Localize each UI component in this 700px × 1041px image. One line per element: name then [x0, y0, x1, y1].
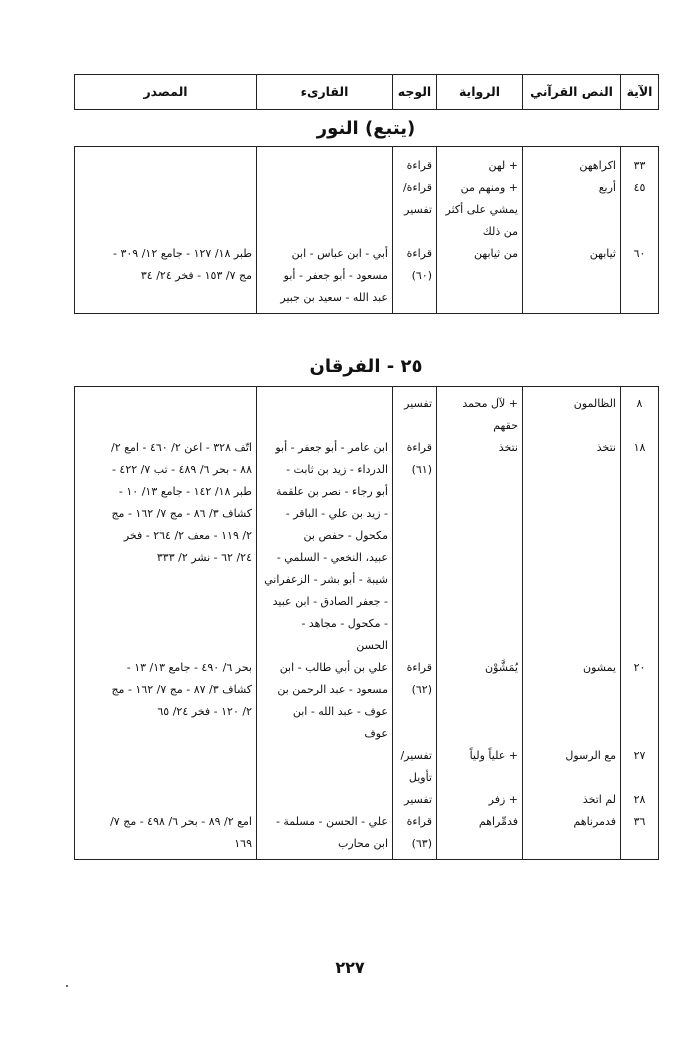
- qari-line: مسعود - أبو جعفر - أبو: [283, 269, 388, 282]
- cell-qari: [257, 789, 393, 811]
- page-number: ٢٢٧: [335, 958, 365, 977]
- cell-wajh: [393, 657, 437, 745]
- table-furqan: [74, 386, 659, 860]
- qari-line: عوف: [364, 727, 388, 740]
- cell-spacer: [257, 309, 393, 313]
- qari-line: أبو رجاء - نصر بن علقمة: [275, 485, 388, 498]
- cell-nass: [523, 437, 621, 657]
- cell-spacer: [523, 855, 621, 859]
- table-row: [75, 811, 659, 855]
- cell-masdar: [75, 147, 257, 178]
- table-row-spacer: [75, 855, 659, 859]
- wajh-line: (٦٣): [411, 837, 432, 850]
- cell-aya: [621, 147, 659, 178]
- stray-mark: [66, 985, 68, 987]
- masdar-line: ٢/ ١٢٠ - فخر ٢٤/ ٦٥: [157, 705, 252, 718]
- cell-wajh: [393, 177, 437, 243]
- cell-riwaya: [437, 657, 523, 745]
- nass-line: أربع: [598, 181, 616, 194]
- table-row: [75, 243, 659, 309]
- masdar-line: ٢٤/ ٦٢ - نشر ٢/ ٣٣٣: [156, 551, 252, 564]
- cell-riwaya: [437, 789, 523, 811]
- masdar-line: بحر ٦/ ٤٩٠ - جامع ١٣/ ١٣ -: [126, 661, 252, 674]
- cell-nass: [523, 147, 621, 178]
- cell-aya: [621, 387, 659, 438]
- qari-line: عبد الله - سعيد بن جبير: [280, 291, 388, 304]
- header-qari: القارىء: [257, 75, 393, 110]
- cell-wajh: [393, 243, 437, 309]
- section-title-nur: (يتبع) النور: [316, 118, 416, 139]
- masdar-line: ٢/ ١١٩ - معف ٢/ ٢٦٤ - فخر: [123, 529, 252, 542]
- wajh-line: قراءة: [406, 159, 432, 172]
- aya-line: ٦٠: [633, 247, 646, 260]
- masdar-line: مج ٧/ ١٥٣ - فخر ٢٤/ ٣٤: [140, 269, 252, 282]
- table-row: [75, 387, 659, 438]
- cell-spacer: [437, 855, 523, 859]
- qari-line: علي بن أبي طالب - ابن: [279, 661, 388, 674]
- cell-spacer: [75, 309, 257, 313]
- section-title-furqan: ٢٥ - الفرقان: [309, 356, 423, 377]
- cell-riwaya: [437, 147, 523, 178]
- cell-riwaya: [437, 811, 523, 855]
- nass-line: نتخذ: [596, 441, 616, 454]
- cell-qari: [257, 437, 393, 657]
- cell-aya: [621, 745, 659, 789]
- cell-qari: [257, 147, 393, 178]
- wajh-line: قراءة: [406, 441, 432, 454]
- table-row: [75, 147, 659, 178]
- aya-line: ٨: [636, 397, 643, 410]
- cell-spacer: [393, 309, 437, 313]
- qari-line: ابن محارب: [338, 837, 388, 850]
- nass-line: ثيابهن: [589, 247, 616, 260]
- masdar-line: كشاف ٣/ ٨٦ - مج ٧/ ١٦٢ - مج: [111, 507, 252, 520]
- header-row: [74, 74, 659, 110]
- qari-line: شيبة - أبو بشر - الزعفراني: [264, 573, 388, 586]
- wajh-line: قراءة: [406, 661, 432, 674]
- qari-line: عبيد، النخعي - السلمي -: [276, 551, 388, 564]
- aya-line: ٢٨: [633, 793, 646, 806]
- cell-aya: [621, 177, 659, 243]
- qari-line: الحسن: [356, 639, 388, 652]
- cell-qari: [257, 177, 393, 243]
- qari-line: - مكحول - مجاهد -: [301, 617, 388, 630]
- nass-line: يمشون: [583, 661, 616, 674]
- cell-riwaya: [437, 387, 523, 438]
- wajh-line: قراءة: [406, 247, 432, 260]
- wajh-line: (٦٢): [411, 683, 432, 696]
- riwaya-line: + ومنهم من: [460, 181, 518, 194]
- wajh-line: تفسير: [404, 793, 432, 806]
- cell-aya: [621, 437, 659, 657]
- cell-nass: [523, 243, 621, 309]
- aya-line: ١٨: [633, 441, 646, 454]
- header-riwaya: الرواية: [437, 75, 523, 110]
- cell-masdar: [75, 657, 257, 745]
- cell-nass: [523, 177, 621, 243]
- riwaya-line: فدمِّراهم: [478, 815, 518, 828]
- table-furqan-body: [75, 387, 659, 860]
- cell-spacer: [393, 855, 437, 859]
- qari-line: أبي - ابن عباس - ابن: [291, 247, 388, 260]
- masdar-line: طبر ١٨/ ١٢٧ - جامع ١٢/ ٣٠٩ -: [113, 247, 252, 260]
- cell-masdar: [75, 789, 257, 811]
- wajh-line: تفسير: [404, 397, 432, 410]
- cell-riwaya: [437, 177, 523, 243]
- cell-riwaya: [437, 745, 523, 789]
- masdar-line: ٨٨ - بحر ٦/ ٤٨٩ - تب ٧/ ٤٢٢ -: [111, 463, 252, 476]
- table-row: [75, 657, 659, 745]
- qari-line: - زيد بن علي - الباقر -: [285, 507, 388, 520]
- cell-nass: [523, 811, 621, 855]
- riwaya-line: + لآل محمد: [462, 397, 518, 410]
- riwaya-line: + زفر: [488, 793, 518, 806]
- cell-spacer: [621, 309, 659, 313]
- cell-spacer: [621, 855, 659, 859]
- nass-line: اكراههن: [579, 159, 616, 172]
- header-wajh: الوجه: [393, 75, 437, 110]
- cell-nass: [523, 387, 621, 438]
- cell-nass: [523, 657, 621, 745]
- cell-masdar: [75, 437, 257, 657]
- header-masdar: المصدر: [143, 84, 188, 99]
- cell-wajh: [393, 811, 437, 855]
- qari-line: الدرداء - زيد بن ثابت -: [286, 463, 388, 476]
- cell-spacer: [257, 855, 393, 859]
- cell-spacer: [523, 309, 621, 313]
- qari-line: ابن عامر - أبو جعفر - أبو: [275, 441, 388, 454]
- cell-wajh: [393, 387, 437, 438]
- wajh-line: (٦١): [411, 463, 432, 476]
- wajh-line: (٦٠): [411, 269, 432, 282]
- cell-qari: [257, 811, 393, 855]
- masdar-line: ١٦٩: [234, 837, 252, 850]
- cell-wajh: [393, 437, 437, 657]
- cell-wajh: [393, 745, 437, 789]
- cell-qari: [257, 387, 393, 438]
- masdar-line: طبر ١٨/ ١٤٢ - جامع ١٣/ ١٠ -: [118, 485, 252, 498]
- riwaya-line: يمشي على أكثر: [445, 203, 518, 216]
- wajh-line: قراءة/: [402, 181, 432, 194]
- cell-qari: [257, 243, 393, 309]
- nass-line: الظالمون: [573, 397, 616, 410]
- cell-aya: [621, 243, 659, 309]
- qari-line: مكحول - حفص بن: [303, 529, 388, 542]
- cell-riwaya: [437, 437, 523, 657]
- qari-line: مسعود - عبد الرحمن بن: [277, 683, 388, 696]
- table-nur: [74, 146, 659, 314]
- qari-line: - جعفر الصادق - ابن عبيد: [272, 595, 388, 608]
- riwaya-line: نتخذ: [498, 441, 518, 454]
- table-row-spacer: [75, 309, 659, 313]
- qari-line: علي - الحسن - مسلمة -: [275, 815, 388, 828]
- cell-masdar: [75, 387, 257, 438]
- riwaya-line: + لهن: [488, 159, 518, 172]
- masdar-line: اتّف ٣٢٨ - اعن ٢/ ٤٦٠ - امع ٢/: [111, 441, 252, 454]
- cell-masdar: [75, 243, 257, 309]
- aya-line: ٣٣: [633, 159, 646, 172]
- riwaya-line: + علياً ولياً: [469, 749, 518, 762]
- nass-line: مع الرسول: [565, 749, 616, 762]
- table-row: [75, 177, 659, 243]
- qari-line: عوف - عبد الله - ابن: [292, 705, 388, 718]
- wajh-line: تأويل: [408, 771, 432, 784]
- masdar-line: امع ٢/ ٨٩ - بحر ٦/ ٤٩٨ - مج ٧/: [110, 815, 252, 828]
- wajh-line: تفسير/: [400, 749, 432, 762]
- riwaya-line: حقهم: [493, 419, 518, 432]
- cell-nass: [523, 745, 621, 789]
- masdar-line: كشاف ٣/ ٨٧ - مج ٧/ ١٦٢ - مج: [111, 683, 252, 696]
- riwaya-line: يُمَشَّوْن: [485, 661, 518, 674]
- cell-wajh: [393, 147, 437, 178]
- aya-line: ٢٧: [633, 749, 646, 762]
- aya-line: ٢٠: [633, 661, 646, 674]
- header-nass: النص القرآني: [523, 75, 621, 110]
- table-row: [75, 437, 659, 657]
- aya-line: ٣٦: [633, 815, 646, 828]
- nass-line: فدمرناهم: [573, 815, 616, 828]
- cell-riwaya: [437, 243, 523, 309]
- cell-qari: [257, 745, 393, 789]
- cell-nass: [523, 789, 621, 811]
- riwaya-line: من ذلك: [482, 225, 518, 238]
- table-row: [75, 745, 659, 789]
- cell-masdar: [75, 177, 257, 243]
- cell-masdar: [75, 745, 257, 789]
- riwaya-line: من ثيابهن: [474, 247, 518, 260]
- table-row: [75, 789, 659, 811]
- cell-spacer: [75, 855, 257, 859]
- nass-line: لم اتخذ: [582, 793, 616, 806]
- cell-aya: [621, 811, 659, 855]
- cell-wajh: [393, 789, 437, 811]
- aya-line: ٤٥: [633, 181, 646, 194]
- header-aya: الآية: [621, 75, 659, 110]
- wajh-line: تفسير: [404, 203, 432, 216]
- cell-spacer: [437, 309, 523, 313]
- cell-aya: [621, 789, 659, 811]
- cell-qari: [257, 657, 393, 745]
- cell-masdar: [75, 811, 257, 855]
- cell-aya: [621, 657, 659, 745]
- table-nur-body: [75, 147, 659, 314]
- wajh-line: قراءة: [406, 815, 432, 828]
